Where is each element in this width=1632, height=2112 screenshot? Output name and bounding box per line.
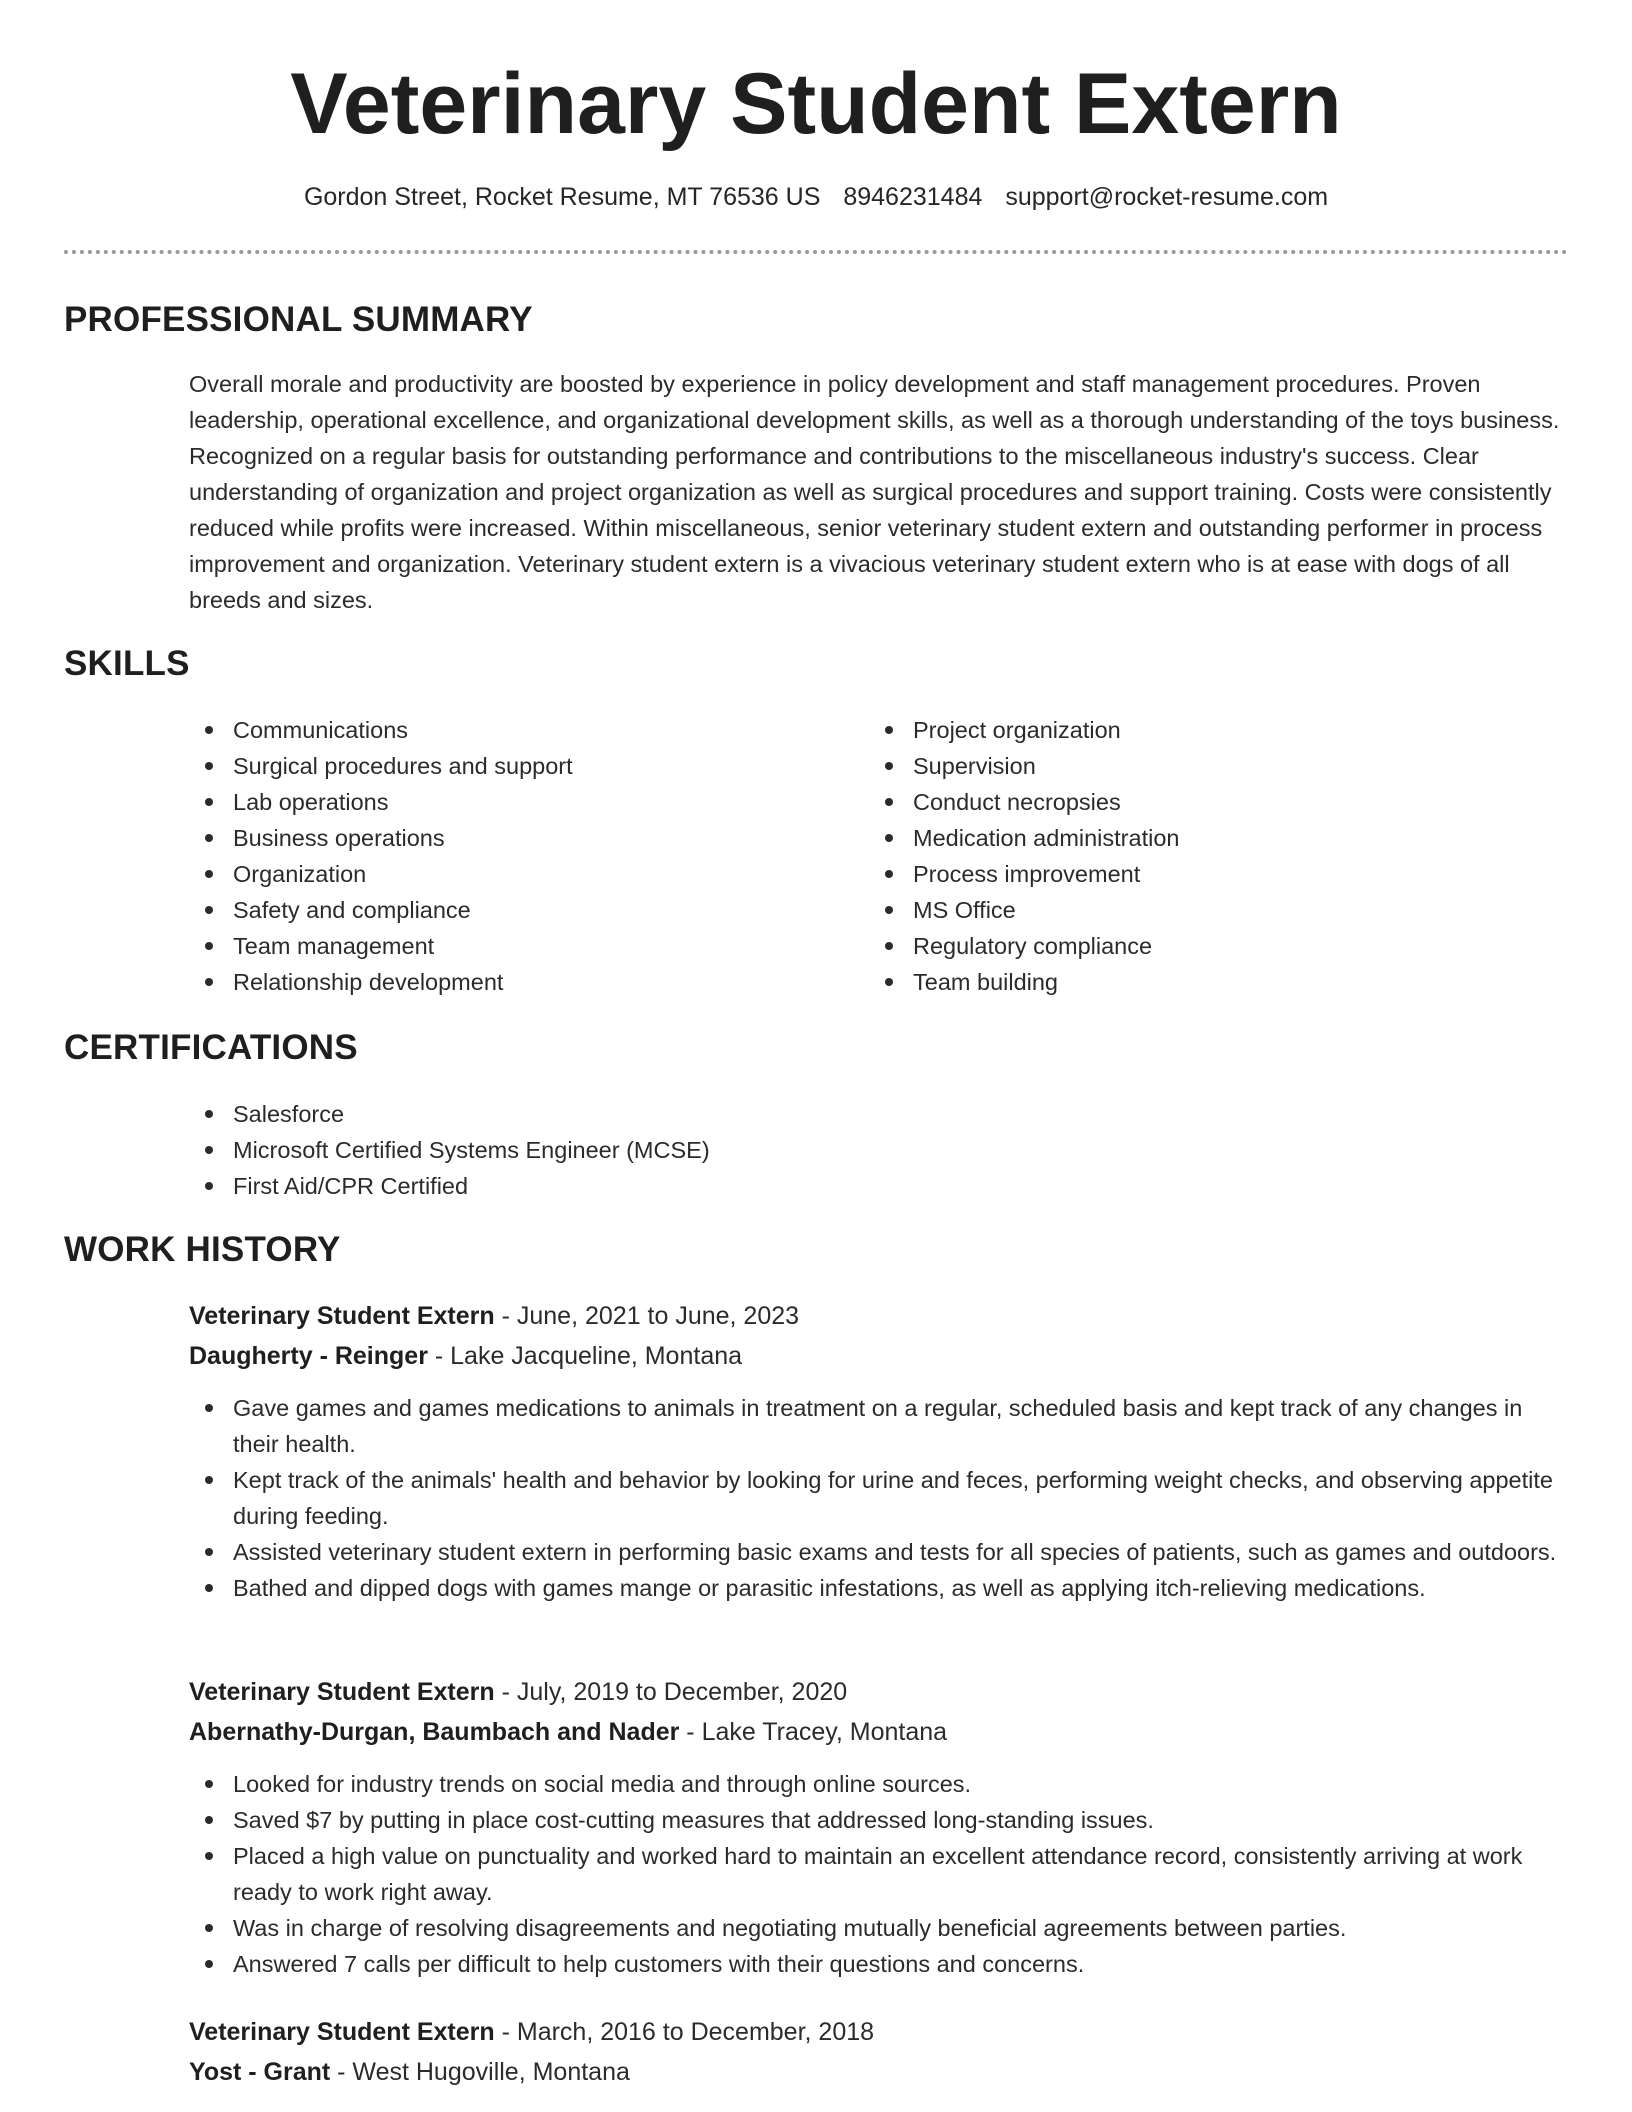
certification-item: Salesforce	[189, 1096, 1489, 1132]
contact-address: Gordon Street, Rocket Resume, MT 76536 US	[303, 183, 821, 211]
certifications-list	[189, 1096, 1489, 1204]
job-company-line	[189, 1712, 947, 1752]
skills-list-left	[189, 712, 829, 1000]
job-bullet: Assisted veterinary student extern in performing basic exams and tests for all species of patients, such as games and outdoors.	[189, 1534, 1569, 1570]
job-company-line	[189, 2052, 630, 2092]
job-title: Veterinary Student Extern	[189, 2018, 495, 2046]
skill-item: Conduct necropsies	[869, 784, 1509, 820]
job-dates: - July, 2019 to December, 2020	[494, 1678, 848, 1706]
work-history-heading: WORK HISTORY	[64, 1230, 341, 1269]
skill-item: Relationship development	[189, 964, 829, 1000]
job-bullet: Looked for industry trends on social media and through online sources.	[189, 1766, 1569, 1802]
job-company: Daugherty - Reinger	[189, 1342, 428, 1370]
job-title-line	[189, 1672, 847, 1712]
job-bullet: Kept track of the animals' health and behavior by looking for urine and feces, performing weight checks, and observing appetite during feeding.	[189, 1462, 1569, 1534]
job-bullet: Gave games and games medications to animals in treatment on a regular, scheduled basis and kept track of any changes in their health.	[189, 1390, 1569, 1462]
skill-item: Safety and compliance	[189, 892, 829, 928]
job-title: Veterinary Student Extern	[189, 1678, 495, 1706]
job-bullets	[189, 1766, 1569, 1982]
job-company-line	[189, 1336, 742, 1376]
job-bullet: Saved $7 by putting in place cost-cutting measures that addressed long-standing issues.	[189, 1802, 1569, 1838]
skill-item: Business operations	[189, 820, 829, 856]
job-company: Yost - Grant	[189, 2058, 331, 2086]
job-bullet: Placed a high value on punctuality and worked hard to maintain an excellent attendance record, consistently arriving at work ready to work right away.	[189, 1838, 1569, 1910]
skills-heading: SKILLS	[64, 644, 190, 683]
contact-line	[0, 180, 1632, 214]
header-divider	[64, 250, 1568, 254]
summary-heading: PROFESSIONAL SUMMARY	[64, 300, 533, 339]
job-location: - Lake Jacqueline, Montana	[427, 1342, 743, 1370]
skill-item: Process improvement	[869, 856, 1509, 892]
contact-phone: 8946231484	[843, 183, 983, 211]
skill-item: Regulatory compliance	[869, 928, 1509, 964]
job-title-line	[189, 1296, 799, 1336]
job-location: - West Hugoville, Montana	[330, 2058, 630, 2086]
certification-item: First Aid/CPR Certified	[189, 1168, 1489, 1204]
skills-list-right	[869, 712, 1509, 1000]
job-bullet: Was in charge of resolving disagreements and negotiating mutually beneficial agreements between parties.	[189, 1910, 1569, 1946]
skill-item: Organization	[189, 856, 829, 892]
skill-item: Lab operations	[189, 784, 829, 820]
job-bullet: Answered 7 calls per difficult to help customers with their questions and concerns.	[189, 1946, 1569, 1982]
job-location: - Lake Tracey, Montana	[679, 1718, 948, 1746]
contact-email[interactable]: support@rocket-resume.com	[1005, 183, 1329, 211]
skill-item: Project organization	[869, 712, 1509, 748]
job-dates: - March, 2016 to December, 2018	[494, 2018, 875, 2046]
skill-item: MS Office	[869, 892, 1509, 928]
skill-item: Supervision	[869, 748, 1509, 784]
job-company: Abernathy-Durgan, Baumbach and Nader	[189, 1718, 680, 1746]
skill-item: Team building	[869, 964, 1509, 1000]
skill-item: Team management	[189, 928, 829, 964]
skill-item: Surgical procedures and support	[189, 748, 829, 784]
resume-name: Veterinary Student Extern	[290, 56, 1342, 152]
job-bullets	[189, 1390, 1569, 1606]
job-title-line	[189, 2012, 874, 2052]
skill-item: Medication administration	[869, 820, 1509, 856]
certification-item: Microsoft Certified Systems Engineer (MCSE)	[189, 1132, 1489, 1168]
job-dates: - June, 2021 to June, 2023	[494, 1302, 800, 1330]
certifications-heading: CERTIFICATIONS	[64, 1028, 358, 1067]
job-bullet: Bathed and dipped dogs with games mange or parasitic infestations, as well as applying itch-relieving medications.	[189, 1570, 1569, 1606]
summary-text: Overall morale and productivity are boosted by experience in policy development and staff management procedures. Proven leadership, operational excellence, and organizational development skills, as well as a thorough understanding of the toys business. Recognized on a regular basis for outstanding performance and contributions to the miscellaneous industry's success. Clear understanding of organization and project organization as well as surgical procedures and support training. Costs were consistently reduced while profits were increased. Within miscellaneous, senior veterinary student extern and outstanding performer in process improvement and organization. Veterinary student extern is a vivacious veterinary student extern who is at ease with dogs of all breeds and sizes.	[189, 371, 1560, 613]
job-title: Veterinary Student Extern	[189, 1302, 495, 1330]
skill-item: Communications	[189, 712, 829, 748]
